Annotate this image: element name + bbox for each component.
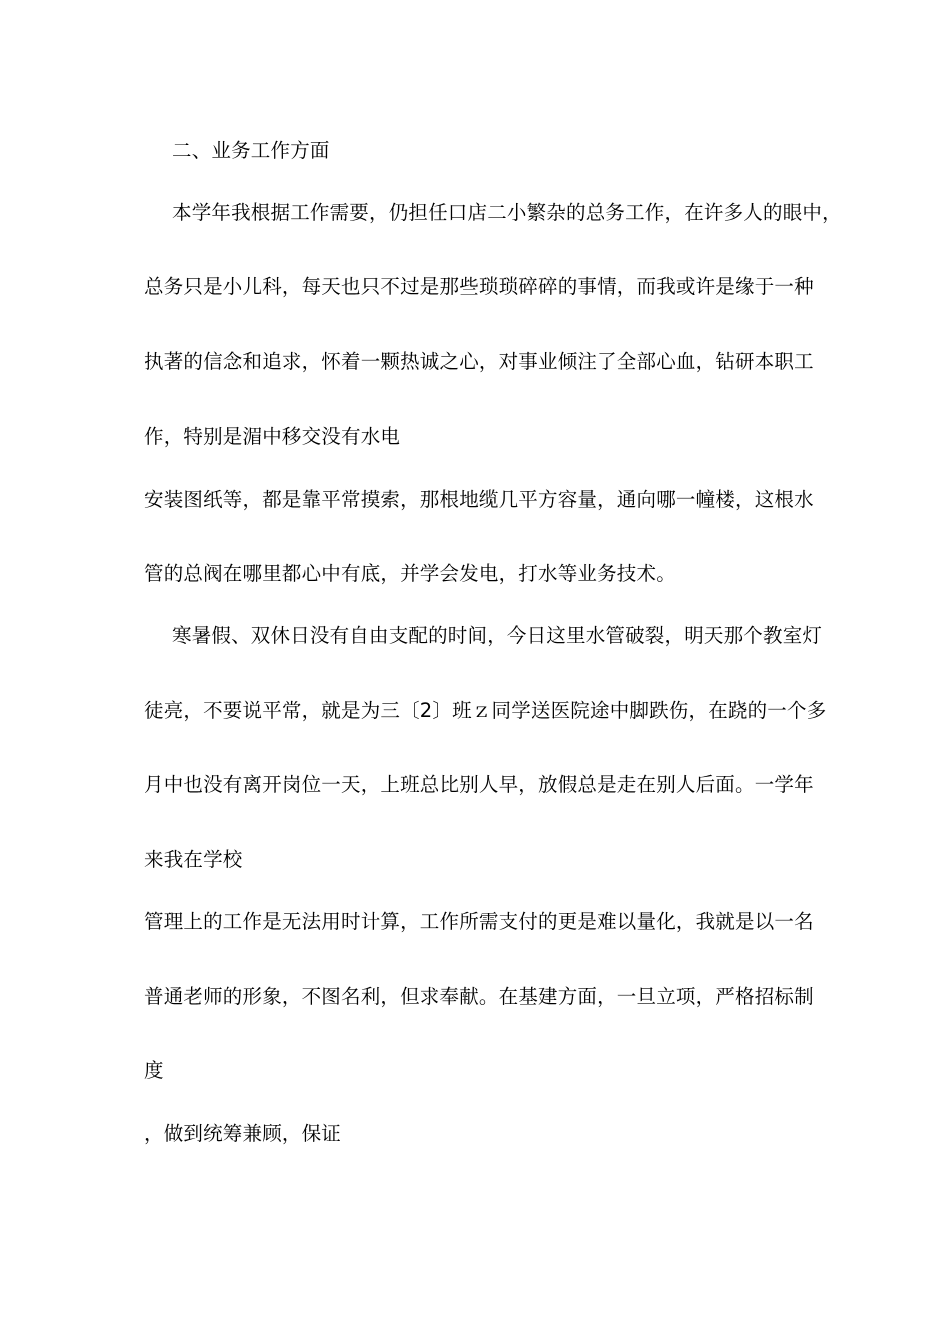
paragraph-line: 寒暑假、双休日没有自由支配的时间，今日这里水管破裂，明天那个教室灯 bbox=[172, 624, 823, 647]
paragraph-line: 月中也没有离开岗位一天，上班总比别人早，放假总是走在别人后面。一学年 bbox=[144, 773, 814, 796]
paragraph-line: 管理上的工作是无法用时计算，工作所需支付的更是难以量化，我就是以一名 bbox=[144, 910, 814, 933]
paragraph-line: ，做到统筹兼顾，保证 bbox=[144, 1122, 342, 1145]
section-heading: 二、业务工作方面 bbox=[172, 139, 330, 162]
paragraph-line: 来我在学校 bbox=[144, 848, 243, 871]
paragraph-line: 徒亮，不要说平常，就是为三〔2〕班ｚ同学送医院途中脚跌伤，在跷的一个多 bbox=[144, 699, 827, 722]
paragraph-line: 度 bbox=[144, 1059, 164, 1082]
paragraph-line: 作，特别是湄中移交没有水电 bbox=[144, 425, 401, 448]
paragraph-line: 本学年我根据工作需要，仍担任口店二小繁杂的总务工作，在许多人的眼中， bbox=[172, 201, 842, 224]
paragraph-line: 安装图纸等，都是靠平常摸索，那根地缆几平方容量，通向哪一幢楼，这根水 bbox=[144, 488, 814, 511]
paragraph-line: 总务只是小儿科，每天也只不过是那些琐琐碎碎的事情，而我或许是缘于一种 bbox=[144, 275, 814, 298]
paragraph-line: 管的总阀在哪里都心中有底，并学会发电，打水等业务技术。 bbox=[144, 562, 676, 585]
paragraph-line: 执著的信念和追求，怀着一颗热诚之心，对事业倾注了全部心血，钻研本职工 bbox=[144, 350, 814, 373]
paragraph-line: 普通老师的形象，不图名利，但求奉献。在基建方面，一旦立项，严格招标制 bbox=[144, 985, 814, 1008]
